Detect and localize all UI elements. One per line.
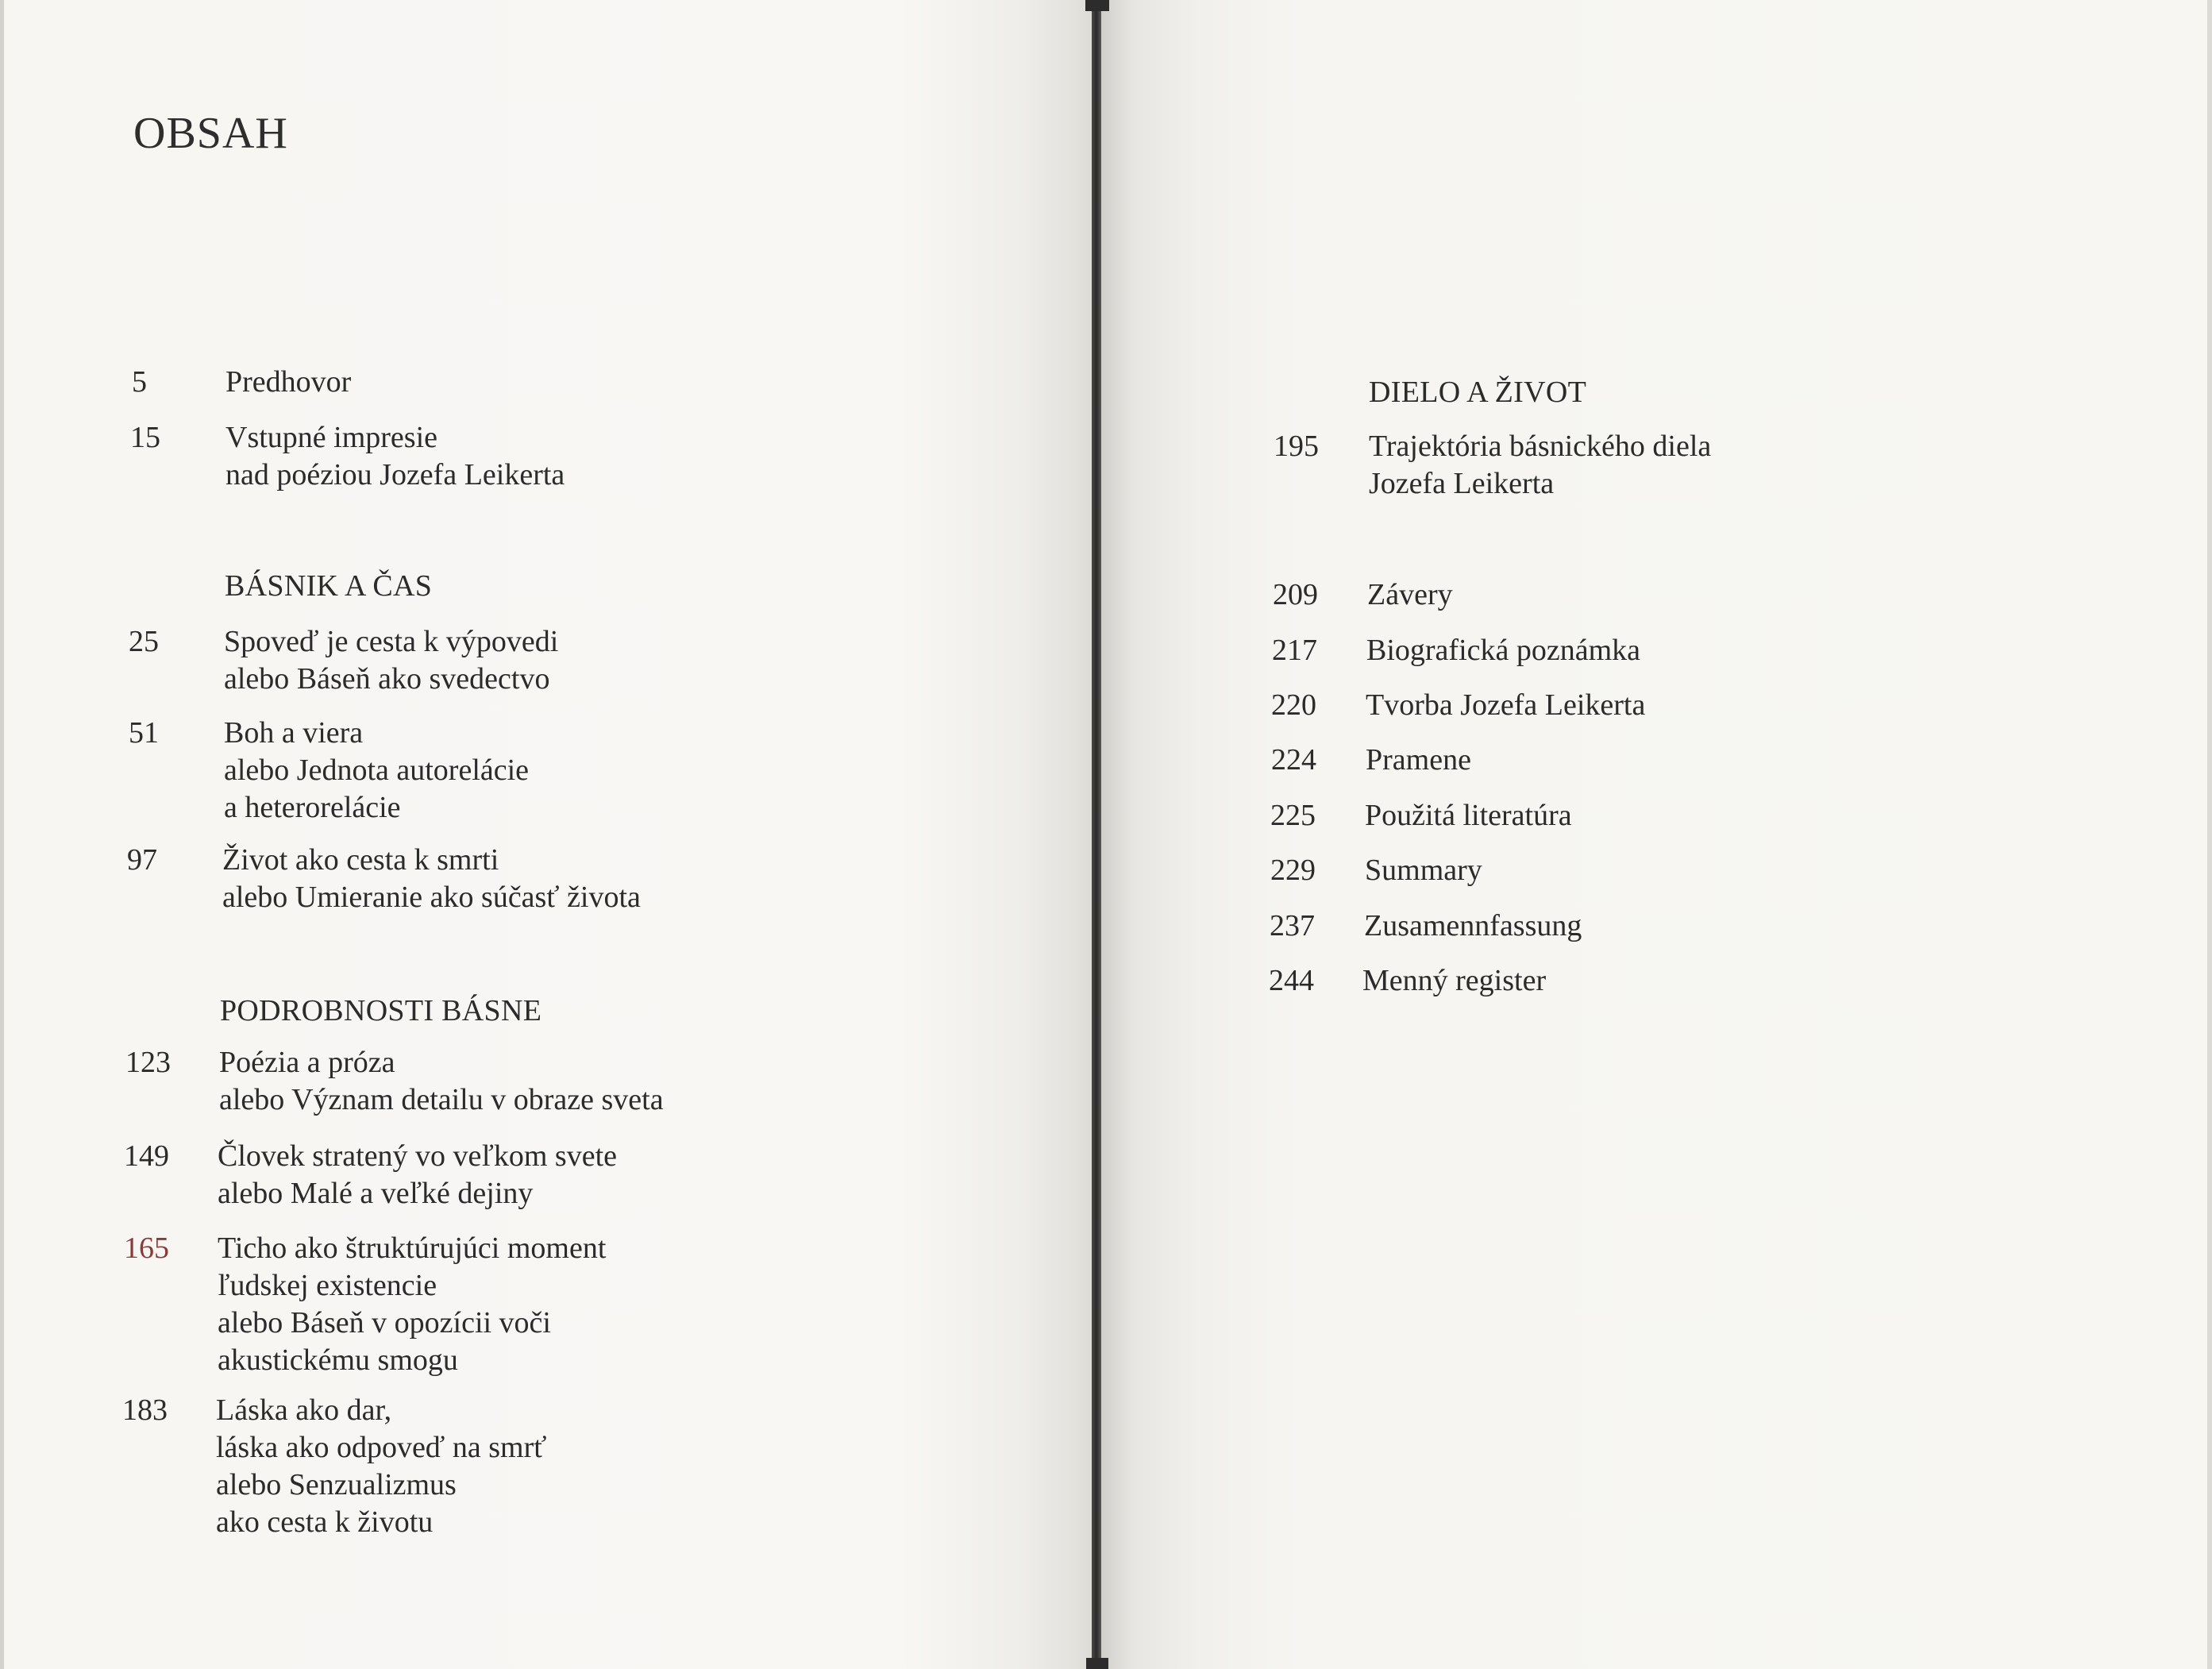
toc-entry-title <box>1362 962 1546 1000</box>
toc-entry-title <box>1369 428 1711 503</box>
toc-page-number: 97 <box>127 843 157 877</box>
toc-entry-title <box>1365 852 1482 889</box>
toc-entry-line: Človek stratený vo veľkom svete <box>218 1139 617 1173</box>
page-title: OBSAH <box>133 109 288 158</box>
toc-entry-title <box>1367 576 1453 614</box>
toc-entry-line: Summary <box>1365 854 1482 887</box>
toc-page-number: 237 <box>1270 909 1315 942</box>
toc-entry-title <box>1366 632 1640 669</box>
toc-page-number: 15 <box>130 421 160 454</box>
toc-page-number: 217 <box>1272 634 1317 667</box>
toc-entry-line: alebo Význam detailu v obraze sveta <box>219 1083 664 1116</box>
toc-entry-line: alebo Báseň v opozícii voči <box>218 1306 551 1339</box>
toc-entry-title <box>1364 908 1582 945</box>
toc-entry-line: alebo Senzualizmus <box>216 1468 457 1501</box>
toc-entry-line: alebo Jednota autorelácie <box>224 754 530 787</box>
toc-page-number: 51 <box>129 716 159 750</box>
toc-entry-line: Pramene <box>1366 743 1471 777</box>
toc-entry-title <box>225 419 565 494</box>
spine-top <box>1085 0 1109 11</box>
toc-page-number: 195 <box>1274 430 1319 463</box>
toc-entry-title <box>216 1392 546 1541</box>
toc-entry-line: Trajektória básnického diela <box>1369 430 1712 463</box>
toc-entry-line: Boh a viera <box>224 716 364 750</box>
toc-entry-line: Život ako cesta k smrti <box>222 843 499 877</box>
toc-entry-line: alebo Umieranie ako súčasť života <box>222 881 641 914</box>
toc-entry-line: alebo Malé a veľké dejiny <box>218 1177 534 1210</box>
toc-entry-line: Spoveď je cesta k výpovedi <box>224 625 559 658</box>
section-heading: BÁSNIK A ČAS <box>225 569 433 603</box>
toc-entry-line: Vstupné impresie <box>225 421 438 454</box>
toc-page-number: 123 <box>125 1046 171 1079</box>
toc-entry-line: Poézia a próza <box>219 1046 395 1079</box>
toc-entry-title <box>219 1044 664 1119</box>
toc-entry-title <box>225 364 351 401</box>
toc-entry-line: Tvorba Jozefa Leikerta <box>1366 688 1646 722</box>
toc-entry-title <box>218 1230 606 1379</box>
toc-page-number: 229 <box>1270 854 1316 887</box>
toc-entry-title <box>218 1138 617 1212</box>
toc-page-number: 149 <box>124 1139 169 1173</box>
toc-entry-title <box>224 715 529 827</box>
toc-entry-line: nad poéziou Jozefa Leikerta <box>225 458 565 491</box>
toc-entry-line: a heterorelácie <box>224 791 401 824</box>
toc-entry-title <box>1365 797 1572 834</box>
toc-entry-line: Použitá literatúra <box>1365 799 1572 832</box>
section-heading: PODROBNOSTI BÁSNE <box>220 994 542 1027</box>
toc-entry-line: ľudskej existencie <box>218 1269 437 1302</box>
toc-entry-line: alebo Báseň ako svedectvo <box>224 662 550 696</box>
toc-page-number: 5 <box>132 365 147 399</box>
toc-page-number: 209 <box>1273 578 1318 611</box>
toc-entry-line: ako cesta k životu <box>216 1505 434 1539</box>
book-spine <box>1092 0 1101 1669</box>
toc-entry-line: Predhovor <box>225 365 352 399</box>
toc-entry-line: láska ako odpoveď na smrť <box>216 1431 547 1464</box>
toc-page-number: 183 <box>122 1393 168 1427</box>
toc-page-number: 220 <box>1271 688 1316 722</box>
toc-entry-line: akustickému smogu <box>218 1343 458 1377</box>
toc-entry-line: Biografická poznámka <box>1366 634 1641 667</box>
toc-page-number: 165 <box>124 1232 169 1265</box>
toc-entry-line: Závery <box>1367 578 1453 611</box>
toc-page-number: 244 <box>1269 964 1314 997</box>
toc-page-number: 224 <box>1271 743 1316 777</box>
right-page-edge <box>2207 0 2212 1669</box>
toc-entry-line: Menný register <box>1362 964 1547 997</box>
spine-bottom <box>1086 1658 1108 1669</box>
left-page-edge <box>0 0 4 1669</box>
right-page <box>1100 0 2212 1669</box>
toc-entry-line: Jozefa Leikerta <box>1369 467 1555 500</box>
toc-entry-title <box>222 842 641 916</box>
toc-entry-title <box>1366 687 1645 724</box>
toc-entry-title <box>224 623 558 698</box>
toc-page-number: 225 <box>1270 799 1316 832</box>
toc-entry-line: Láska ako dar, <box>216 1393 392 1427</box>
toc-entry-line: Zusamennfassung <box>1364 909 1582 942</box>
toc-page-number: 25 <box>129 625 159 658</box>
section-heading: DIELO A ŽIVOT <box>1369 376 1587 409</box>
toc-entry-title <box>1366 742 1471 779</box>
toc-entry-line: Ticho ako štruktúrujúci moment <box>218 1232 607 1265</box>
